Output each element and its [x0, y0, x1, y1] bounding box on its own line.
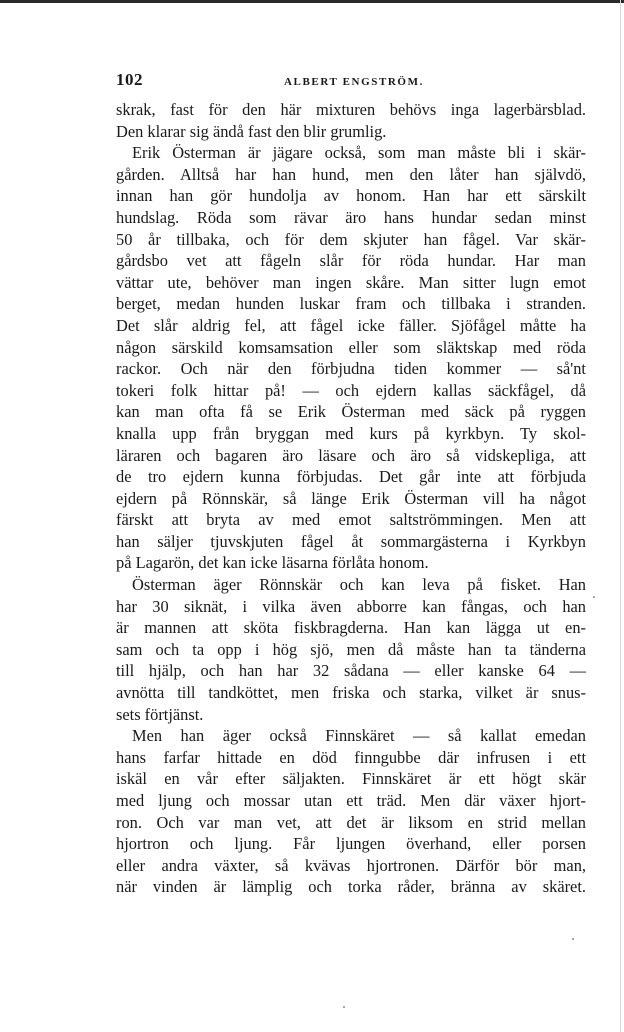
page-header — [116, 70, 586, 94]
text-line: berget, medan hunden luskar fram och tillbaka i stranden. — [116, 294, 586, 314]
text-line: Österman äger Rönnskär och kan leva på fisket. Han — [132, 575, 586, 595]
text-line: ron. Och var man vet, att det är liksom en strid mellan — [116, 812, 586, 832]
text-line: vättar ute, behöver man ingen skåre. Man sitter lugn emot — [116, 272, 586, 292]
text-line: Erik Österman är jägare också, som man måste bli i skär- — [132, 143, 586, 163]
body-text — [116, 99, 586, 898]
page-number: 102 — [116, 70, 143, 89]
text-line: hjortron och ljung. Får ljungen överhand, eller porsen — [116, 834, 586, 854]
text-line: skrak, fast för den här mixturen behövs inga lagerbärsblad. — [116, 100, 586, 119]
text-line: sam och ta opp i hög sjö, men då måste han ta tänderna — [116, 639, 586, 659]
text-line: iskäl en vår efter säljakten. Finnskäret är ett högt skär — [116, 769, 586, 789]
text-line: ejdern på Rönnskär, så länge Erik Österman vill ha något — [116, 488, 586, 508]
paper-speck — [593, 596, 595, 598]
paper-speck — [572, 938, 574, 940]
top-border-rule — [0, 0, 624, 3]
text-line: på Lagarön, det kan icke läsarna förlåta honom. — [116, 553, 429, 573]
text-line: 50 år tillbaka, och för dem skjuter han fågel. Var skär- — [116, 229, 586, 249]
text-line: eller andra växter, så kvävas hjortronen. Därför bör man, — [116, 855, 586, 875]
text-line: hundslag. Röda som rävar äro hans hundar sedan minst — [116, 207, 586, 227]
text-line: till hjälp, och han har 32 sådana — eller kanske 64 — — [116, 661, 586, 681]
text-line: gårdsbo vet att fågeln slår för röda hundar. Har man — [116, 251, 586, 271]
paper-speck — [343, 1006, 345, 1008]
text-line: Men han äger också Finnskäret — så kallat emedan — [132, 726, 586, 746]
text-line: rackor. Och när den förbjudna tiden kommer — så'nt — [116, 359, 586, 379]
text-line: avnötta till tandköttet, men friska och starka, vilket är snus- — [116, 683, 586, 703]
text-line: sets förtjänst. — [116, 704, 204, 724]
right-page-edge — [620, 0, 621, 1032]
text-line: någon särskild komsamsation eller som släktskap med röda — [116, 337, 586, 357]
text-line: innan han gör hundolja av honom. Han har ett särskilt — [116, 186, 586, 206]
text-line: gården. Alltså har han hund, men den låter han självdö, — [116, 164, 586, 184]
text-line: är mannen att sköta fiskbragderna. Han kan lägga ut en- — [116, 618, 586, 638]
text-line: Det slår aldrig fel, att fågel icke fäller. Sjöfågel måtte ha — [116, 315, 586, 335]
running-head: ALBERT ENGSTRÖM. — [284, 76, 424, 88]
text-line: läraren och bagaren äro läsare och äro så vidskepliga, att — [116, 445, 586, 465]
text-line: han säljer tjuvskjuten fågel åt sommargästerna i Kyrkbyn — [116, 531, 586, 551]
text-line: Den klarar sig ändå fast den blir grumlig. — [116, 121, 387, 141]
text-line: knalla upp från bryggan med kurs på kyrkbyn. Ty skol- — [116, 423, 586, 443]
text-line: de tro ejdern kunna förbjudas. Det går inte att förbjuda — [116, 467, 586, 487]
text-line: tokeri folk hittar på! — och ejdern kallas säckfågel, då — [116, 380, 586, 400]
text-line: färskt att bryta av med emot saltströmmingen. Men att — [116, 510, 586, 530]
text-line: med ljung och mossar utan ett träd. Men där växer hjort- — [116, 791, 586, 810]
text-line: har 30 siknät, i vilka även abborre kan fångas, och han — [116, 596, 586, 616]
text-line: hans farfar hittade en död finngubbe där infrusen i ett — [116, 747, 586, 767]
text-line: kan man ofta få se Erik Österman med säck på ryggen — [116, 402, 586, 422]
text-line: när vinden är lämplig och torka råder, bränna av skäret. — [116, 877, 586, 897]
